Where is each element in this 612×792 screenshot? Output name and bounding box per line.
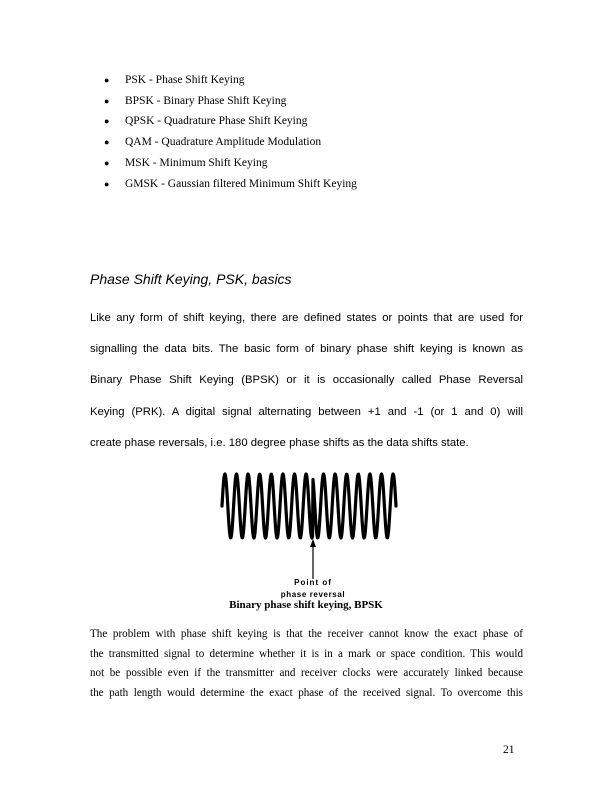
list-item-text: QPSK - Quadrature Phase Shift Keying [125,115,308,128]
section-heading: Phase Shift Keying, PSK, basics [90,271,292,287]
list-item [104,132,357,153]
arrow-head-icon [310,539,316,547]
list-item [104,111,357,132]
paragraph-line: the path length would determine the exact phase of the received signal. To overcome this [90,687,523,700]
paragraph-line: Like any form of shift keying, there are defined states or points that are used for [90,312,523,324]
paragraph-line: Binary Phase Shift Keying (BPSK) or it is occasionally called Phase Reversal [90,374,523,387]
page-number: 21 [503,744,515,756]
list-item [104,153,357,174]
paragraph-line: signalling the data bits. The basic form of binary phase shift keying is known as [90,343,523,356]
list-item [104,174,357,195]
bpsk-figure [218,468,400,600]
paragraph-line: the transmitted signal to determine whether it is in a mark or space condition. This would [90,647,523,660]
bullet-icon: ● [104,137,110,148]
bpsk-waveform-diagram [218,468,400,600]
bullet-icon: ● [104,75,110,85]
list-item-text: GMSK - Gaussian filtered Minimum Shift Keying [125,177,357,190]
paragraph-line: Keying (PRK). A digital signal alternating between +1 and -1 (or 1 and 0) will [90,405,523,418]
intro-paragraph [90,303,523,459]
bullet-icon: ● [104,157,110,168]
bullet-icon: ● [104,116,110,127]
paragraph-line: not be possible even if the transmitter and receiver clocks were accurately linked because [90,667,523,680]
list-item-text: BPSK - Binary Phase Shift Keying [125,94,287,107]
list-item-text: MSK - Minimum Shift Keying [125,156,268,169]
annotation-line-1: Point of [294,578,332,587]
figure-caption: Binary phase shift keying, BPSK [229,599,383,611]
list-item [104,70,357,91]
bpsk-waveform [222,474,396,538]
list-item-text: QAM - Quadrature Amplitude Modulation [125,136,322,149]
bullet-icon: ● [104,95,110,106]
list-item [104,91,357,112]
bullet-list [104,70,357,194]
list-item-text: PSK - Phase Shift Keying [125,74,245,86]
bullet-icon: ● [104,178,110,189]
body-paragraph [90,625,523,704]
annotation-line-2: phase reversal [280,590,346,599]
paragraph-line: create phase reversals, i.e. 180 degree phase shifts as the data shifts state. [90,436,469,449]
paragraph-line: The problem with phase shift keying is that the receiver cannot know the exact phase of [90,628,523,640]
